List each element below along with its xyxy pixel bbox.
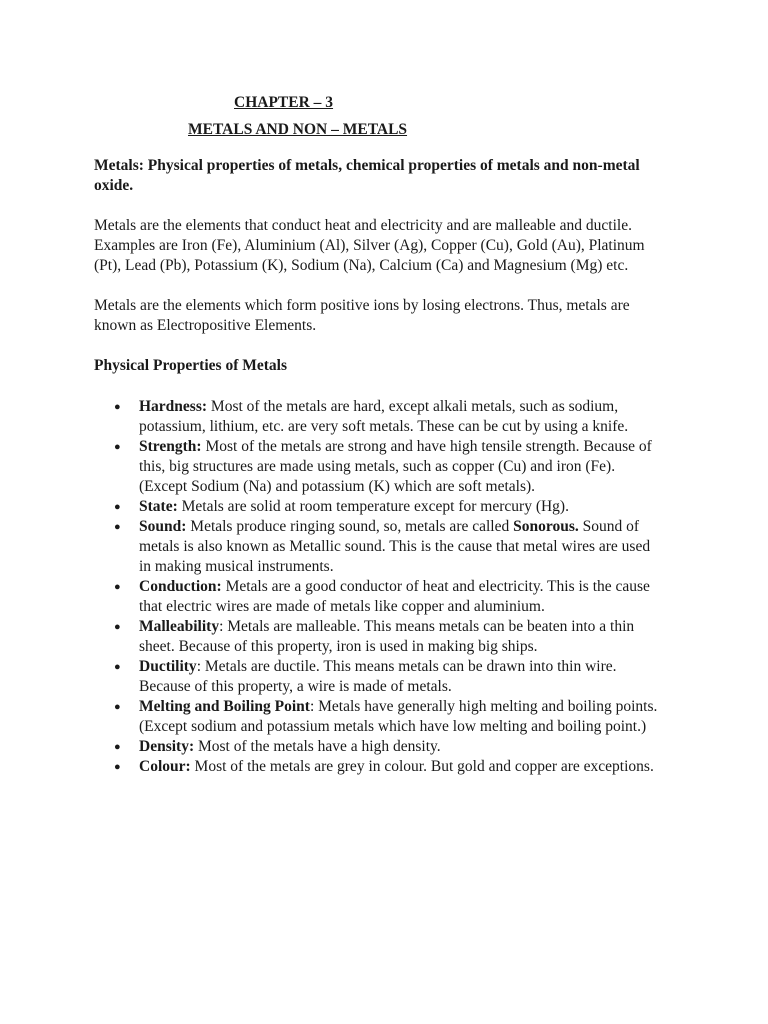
property-term: Sound:: [139, 518, 187, 535]
property-text: : Metals are malleable. This means metals can be beaten into a thin sheet. Because of this property, iron is used in making big ships.: [139, 618, 635, 655]
bullet-icon: ●: [114, 401, 121, 413]
list-item-ductility: [114, 657, 658, 697]
property-text: Most of the metals are grey in colour. But gold and copper are exceptions.: [190, 758, 654, 775]
list-item-state: [114, 497, 658, 517]
property-term: Density:: [139, 738, 195, 755]
property-term: Malleability: [139, 618, 220, 635]
list-item-melting-boiling-point: [114, 697, 658, 737]
property-term: Conduction:: [139, 578, 222, 595]
property-term: Strength:: [139, 438, 202, 455]
list-item-conduction: [114, 577, 658, 617]
intro-heading: Metals: Physical properties of metals, chemical properties of metals and non-metal oxide.: [94, 157, 640, 194]
chapter-title: METALS AND NON – METALS: [188, 121, 408, 138]
property-text: : Metals are ductile. This means metals can be drawn into thin wire. Because of this property, a wire is made of metals.: [139, 658, 617, 695]
property-text: Most of the metals are hard, except alkali metals, such as sodium, potassium, lithium, etc. are very soft metals. These can be cut by using a knife.: [139, 398, 629, 435]
list-item-colour: [114, 757, 658, 777]
properties-list: [94, 397, 658, 777]
bullet-icon: ●: [114, 621, 121, 633]
list-item-hardness: [114, 397, 658, 437]
property-text: Metals produce ringing sound, so, metals are called: [186, 518, 514, 535]
property-text: Most of the metals are strong and have high tensile strength. Because of this, big structures are made using metals, such as copper (Cu) and iron (Fe). (Except Sodium (Na) and potassium (K) which are soft metals).: [139, 438, 652, 495]
bullet-icon: ●: [114, 741, 121, 753]
property-text: Metals are a good conductor of heat and electricity. This is the cause that electric wires are made of metals like copper and aluminium.: [139, 578, 650, 615]
bullet-icon: ●: [114, 581, 121, 593]
bullet-icon: ●: [114, 501, 121, 513]
bullet-icon: ●: [114, 441, 121, 453]
list-item-sound: [114, 517, 658, 577]
section-heading-physical-properties: Physical Properties of Metals: [94, 357, 287, 374]
list-item-malleability: [114, 617, 658, 657]
property-text: Metals are solid at room temperature except for mercury (Hg).: [177, 498, 569, 515]
bullet-icon: ●: [114, 761, 121, 773]
property-term: Colour:: [139, 758, 191, 775]
list-item-density: [114, 737, 658, 757]
property-term: Hardness:: [139, 398, 208, 415]
property-term: Melting and Boiling Point: [139, 698, 310, 715]
property-term: State:: [139, 498, 178, 515]
chapter-number: CHAPTER – 3: [234, 94, 334, 111]
paragraph-definition: Metals are the elements that conduct heat and electricity and are malleable and ductile. Examples are Iron (Fe), Aluminium (Al), Silver (Ag), Copper (Cu), Gold (Au), Platinum (Pt), Lead (Pb), Potassium (K), Sodium (Na), Calcium (Ca) and Magnesium (Mg) etc.: [94, 217, 645, 274]
property-term: Ductility: [139, 658, 197, 675]
bullet-icon: ●: [114, 521, 121, 533]
property-text: Most of the metals have a high density.: [194, 738, 441, 755]
property-emphasis: Sonorous.: [513, 518, 579, 535]
bullet-icon: ●: [114, 661, 121, 673]
paragraph-electropositive: Metals are the elements which form positive ions by losing electrons. Thus, metals are known as Electropositive Elements.: [94, 297, 630, 334]
bullet-icon: ●: [114, 701, 121, 713]
property-text: : Metals have generally high melting and boiling points. (Except sodium and potassium metals which have low melting and boiling point.): [139, 698, 658, 735]
property-text-after: Sound of metals is also known as Metallic sound. This is the cause that metal wires are used in making musical instruments.: [139, 518, 651, 575]
list-item-strength: [114, 437, 658, 497]
